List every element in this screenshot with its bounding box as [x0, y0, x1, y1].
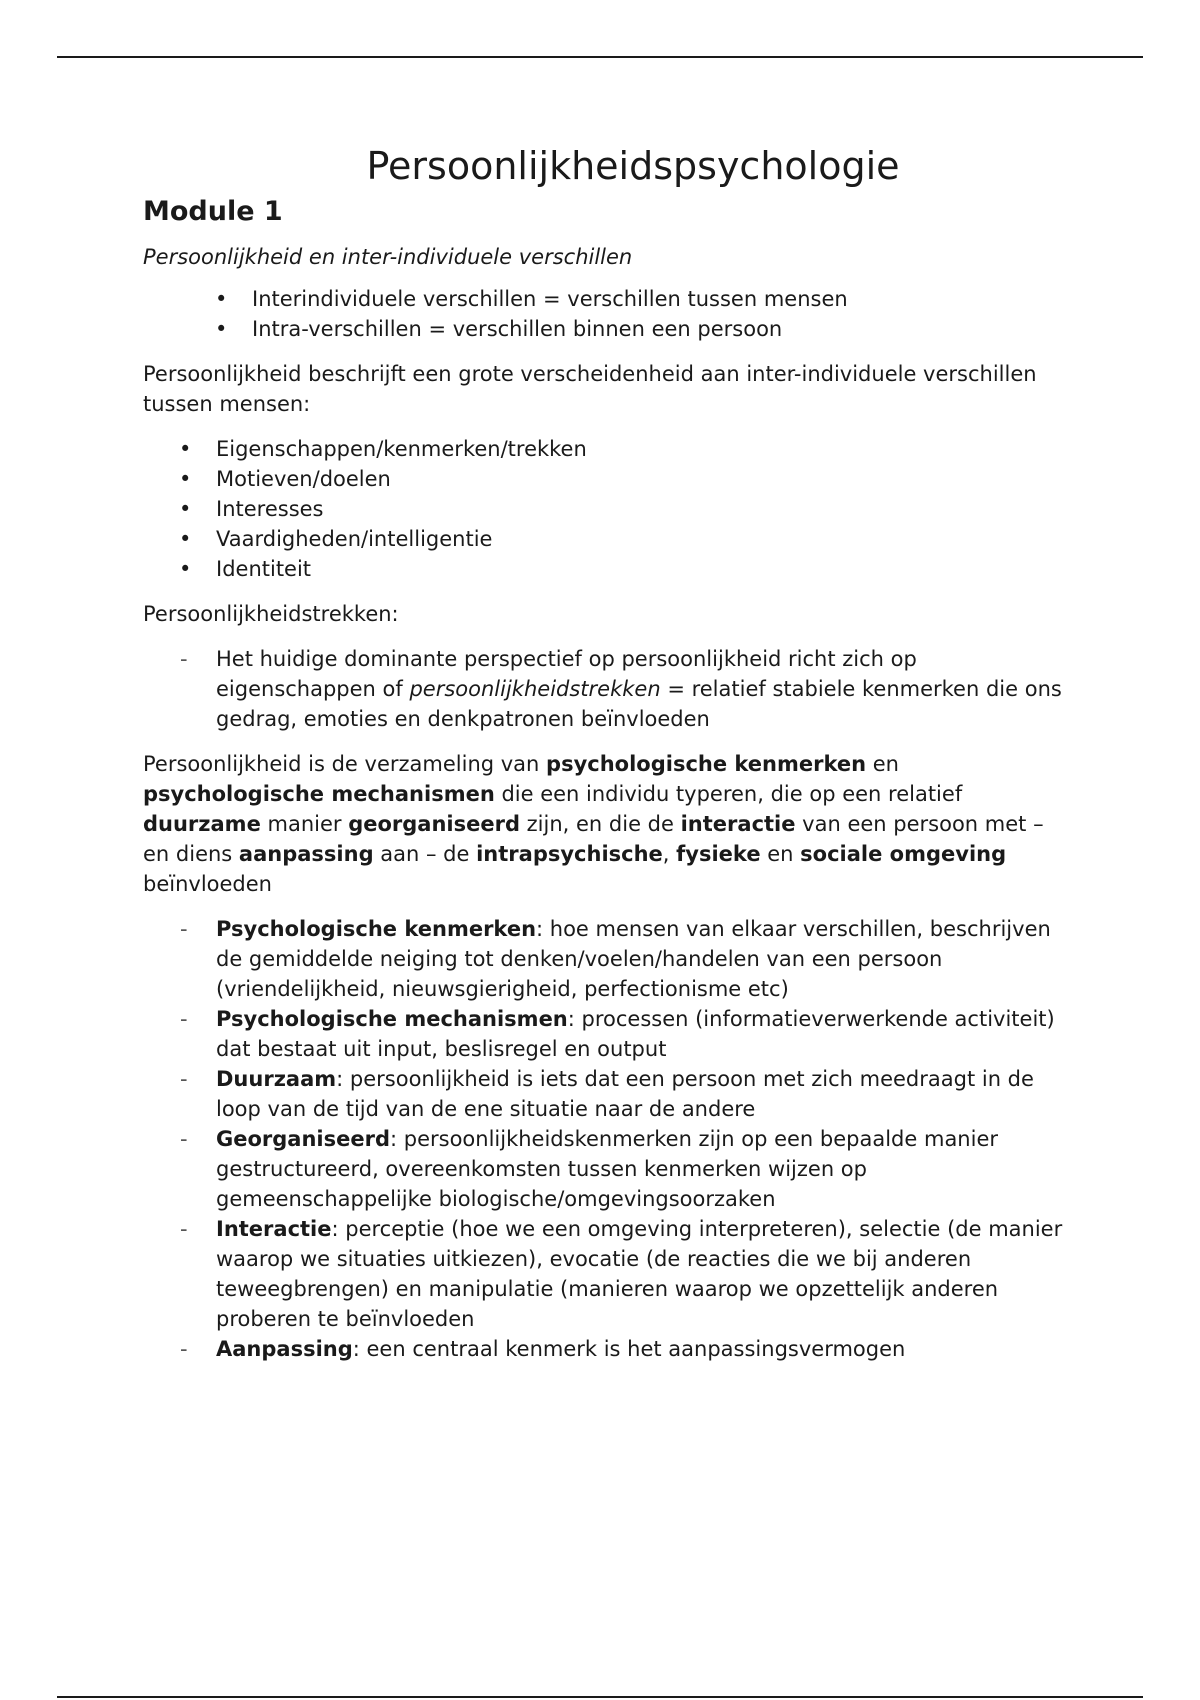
term-name: Psychologische kenmerken	[216, 917, 537, 941]
term-description: : perceptie (hoe we een omgeving interpreteren), selectie (de manier waarop we situaties uitkiezen), evocatie (de reacties die we bij anderen teweegbrengen) en manipulatie (manieren waarop we opzettelijk anderen proberen te beïnvloeden	[216, 1217, 1063, 1331]
list-item: • Interesses	[143, 494, 1063, 524]
definition-term: sociale omgeving	[800, 842, 1007, 866]
definition-paragraph	[143, 749, 1063, 899]
list-item: • Motieven/doelen	[143, 464, 1063, 494]
term-description: : processen (informatieverwerkende activiteit) dat bestaat uit input, beslisregel en output	[216, 1007, 1055, 1061]
definition-text: en	[866, 752, 899, 776]
traits-label: Persoonlijkheidstrekken:	[143, 602, 399, 626]
list-item: • Vaardigheden/intelligentie	[143, 524, 1063, 554]
definition-text: manier	[260, 812, 349, 836]
term-description: : persoonlijkheid is iets dat een persoon met zich meedraagt in de loop van de tijd van de ene situatie naar de andere	[216, 1067, 1034, 1121]
list-item: • Identiteit	[143, 554, 1063, 584]
traits-text-after: = relatief stabiele kenmerken die ons gedrag, emoties en denkpatronen beïnvloeden	[216, 677, 1062, 731]
definition-term: fysieke	[676, 842, 761, 866]
module-heading: Module 1	[143, 196, 283, 227]
intro-paragraph: Persoonlijkheid beschrijft een grote verscheidenheid aan inter-individuele verschillen tussen mensen:	[143, 362, 1037, 416]
term-description: : een centraal kenmerk is het aanpassingsvermogen	[352, 1337, 906, 1361]
definition-text: ,	[662, 842, 677, 866]
difference-list	[143, 284, 1063, 344]
term-name: Psychologische mechanismen	[216, 1007, 568, 1031]
definition-term: interactie	[680, 812, 796, 836]
term-name: Aanpassing	[216, 1337, 353, 1361]
aspects-list	[143, 434, 1063, 584]
term-name: Interactie	[216, 1217, 332, 1241]
definition-text: zijn, en die de	[519, 812, 681, 836]
top-rule	[57, 56, 1143, 58]
definition-text: en	[760, 842, 801, 866]
term-item	[143, 1004, 1063, 1064]
term-name: Duurzaam	[216, 1067, 337, 1091]
definition-term: duurzame	[143, 812, 261, 836]
definition-term: georganiseerd	[348, 812, 520, 836]
traits-list	[143, 644, 1063, 734]
definition-text: die een individu typeren, die op een relatief	[494, 782, 963, 806]
definition-text: van een persoon met – en diens	[143, 812, 1044, 866]
definition-text: beïnvloeden	[143, 872, 272, 896]
definition-term: psychologische mechanismen	[143, 782, 495, 806]
list-item: • Intra-verschillen = verschillen binnen een persoon	[143, 314, 1063, 344]
traits-term: persoonlijkheidstrekken	[409, 677, 661, 701]
term-description: : persoonlijkheidskenmerken zijn op een bepaalde manier gestructureerd, overeenkomsten tussen kenmerken wijzen op gemeenschappelijke biologische/omgevingsoorzaken	[216, 1127, 999, 1211]
section-subtitle: Persoonlijkheid en inter-individuele verschillen	[143, 245, 633, 269]
list-item: • Eigenschappen/kenmerken/trekken	[143, 434, 1063, 464]
term-item	[143, 1214, 1063, 1334]
definition-term: intrapsychische	[476, 842, 663, 866]
document-body	[143, 140, 1063, 1379]
definition-text: Persoonlijkheid is de verzameling van	[143, 752, 547, 776]
document-title: Persoonlijkheidspsychologie	[366, 144, 900, 188]
term-item	[143, 1334, 1063, 1364]
definition-text: aan – de	[373, 842, 477, 866]
term-item	[143, 1064, 1063, 1124]
list-item: • Interindividuele verschillen = verschillen tussen mensen	[143, 284, 1063, 314]
term-item	[143, 914, 1063, 1004]
term-name: Georganiseerd	[216, 1127, 390, 1151]
term-item	[143, 1124, 1063, 1214]
bottom-rule	[57, 1696, 1143, 1698]
term-description: : hoe mensen van elkaar verschillen, beschrijven de gemiddelde neiging tot denken/voelen/handelen van een persoon (vriendelijkheid, nieuwsgierigheid, perfectionisme etc)	[216, 917, 1051, 1001]
terms-list	[143, 914, 1063, 1364]
definition-term: aanpassing	[238, 842, 374, 866]
traits-text-before: Het huidige dominante perspectief op persoonlijkheid richt zich op eigenschappen of	[216, 647, 917, 701]
list-item	[143, 644, 1063, 734]
definition-term: psychologische kenmerken	[546, 752, 867, 776]
